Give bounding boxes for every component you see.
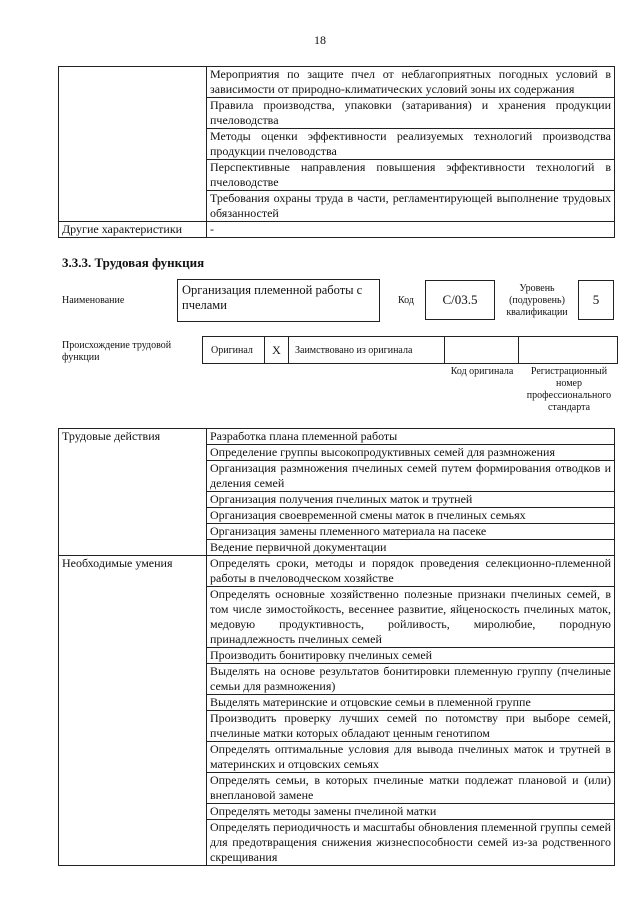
code-label: Код [398, 295, 414, 306]
table-row: Выделять материнские и отцовские семьи в племенной группе [207, 695, 615, 711]
level-label: Уровень (подуровень) квалификации [506, 283, 568, 318]
table-row: Организация получения пчелиных маток и трутней [207, 492, 615, 508]
table-row: Разработка плана племенной работы [207, 429, 615, 445]
table-row: Мероприятия по защите пчел от неблагоприятных погодных условий в зависимости от природно-климатических условий зоны их содержания [207, 67, 615, 98]
original-label: Оригинал [203, 337, 265, 363]
table-row: Методы оценки эффективности реализуемых технологий производства продукции пчеловодства [207, 129, 615, 160]
table-row: Определять основные хозяйственно полезные признаки пчелиных семей, в том числе зимостойкость, весеннее развитие, яйценоскость пчелиных маток, медовую продуктивность, ройливость, миролюбие, породную принадлежность пчелиных семей [207, 587, 615, 648]
table-row: Определение группы высокопродуктивных семей для размножения [207, 445, 615, 461]
table-row: Определять сроки, методы и порядок проведения селекционно-племенной работы в пчеловодческом хозяйстве [207, 556, 615, 587]
name-value-box [177, 279, 380, 322]
other-characteristics-value: - [207, 222, 615, 238]
table-row: Ведение первичной документации [207, 540, 615, 556]
level-value: 5 [592, 292, 600, 307]
code-value-box [425, 280, 495, 320]
original-mark: X [265, 337, 289, 363]
knowledge-continuation-table [58, 66, 615, 238]
table-row: Требования охраны труда в части, регламентирующей выполнение трудовых обязанностей [207, 191, 615, 222]
empty-label-cell [59, 67, 207, 222]
table-row: Определять оптимальные условия для вывода пчелиных маток и трутней в материнских и отцовских семьях [207, 742, 615, 773]
table-row: Перспективные направления повышения эффективности технологий в пчеловодстве [207, 160, 615, 191]
section-heading: 3.3.3. Трудовая функция [62, 255, 205, 270]
table-row: Правила производства, упаковки (затаривания) и хранения продукции пчеловодства [207, 98, 615, 129]
table-row: Определять методы замены пчелиной матки [207, 804, 615, 820]
name-value: Организация племенной работы с пчелами [182, 283, 363, 312]
table-row: Определять периодичность и масштабы обновления племенной группы семей для предотвращения снижения жизнеспособности семей из-за родственного скрещивания [207, 820, 615, 866]
name-label: Наименование [62, 295, 125, 306]
registration-number-cell [519, 337, 617, 363]
origin-label: Происхождение трудовой функции [62, 340, 172, 363]
required-skills-label: Необходимые умения [59, 556, 207, 866]
borrowed-label: Заимствовано из оригинала [289, 337, 445, 363]
caption-registration-number: Регистрационный номер профессионального стандарта [526, 366, 612, 413]
page-number: 18 [314, 33, 326, 47]
origin-row [202, 336, 618, 364]
other-characteristics-label: Другие характеристики [59, 222, 207, 238]
code-value: C/03.5 [442, 292, 478, 307]
table-row: Производить бонитировку пчелиных семей [207, 648, 615, 664]
caption-original-code: Код оригинала [450, 366, 514, 377]
table-row: Организация размножения пчелиных семей путем формирования отводков и деления семей [207, 461, 615, 492]
table-row: Выделять на основе результатов бонитировки племенную группу (пчелиные семьи для размножения) [207, 664, 615, 695]
original-code-cell [445, 337, 519, 363]
level-value-box [578, 280, 614, 320]
table-row: Организация замены племенного материала на пасеке [207, 524, 615, 540]
table-row: Организация своевременной смены маток в пчелиных семьях [207, 508, 615, 524]
labor-actions-label: Трудовые действия [59, 429, 207, 556]
labor-function-table [58, 428, 615, 866]
table-row: Определять семьи, в которых пчелиные матки подлежат плановой и (или) внеплановой замене [207, 773, 615, 804]
table-row: Производить проверку лучших семей по потомству при выборе семей, пчелиные матки которых обладают ценным генотипом [207, 711, 615, 742]
